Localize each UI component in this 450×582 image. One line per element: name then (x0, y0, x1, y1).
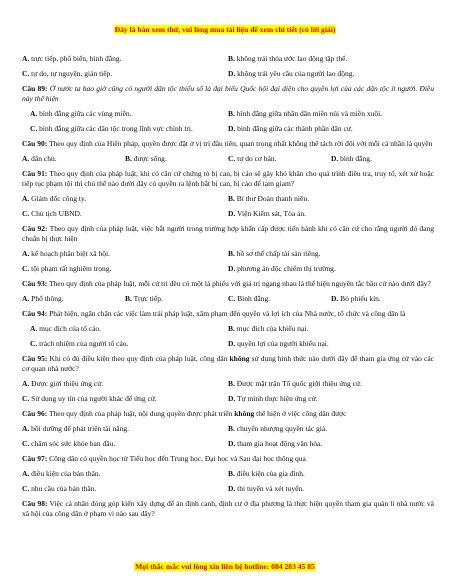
option-b: B. Trực tiếp. (125, 294, 163, 303)
preview-banner-text: Đây là bản xem thử, vui lòng mua tài liệu để xem chi tiết (có lời giải) (114, 25, 336, 34)
question-93-options (22, 294, 434, 304)
option-a: A. dân chủ. (22, 154, 57, 163)
option-d: D. bình đẳng. (331, 154, 372, 163)
question-number: Câu 93: (22, 279, 48, 288)
option-a: A. điều kiện của bản thân. (22, 469, 101, 478)
question-text: Việc cá nhân đóng góp kiến xây dựng để ản định canh, định cư ở địa phương là thực hiện quyền tham gia quản lí nhà nước và xã hội của công dân ở phạm vi nào sau đây? (22, 499, 434, 518)
option-a: A. bồi dưỡng để phát triển tài năng. (22, 424, 129, 433)
option-a: A. trực tiếp, phổ biến, bình đẳng. (22, 54, 122, 63)
question-text: Theo quy định của pháp luật, khi có căn cứ chứng tỏ bị can, bị cáo sẽ gây khó khăn cho quá trình điều tra, truy tố, xét xử hoặc tiếp tục phạm tội thì chủ thể nào dưới đây có quyền ra lệnh bắt bị can, bị cáo để tạm giam? (22, 169, 434, 188)
question-88-options (22, 54, 434, 79)
question-90 (22, 139, 434, 149)
question-text: Theo quy định của pháp luật, việc bắt người trong trường hợp khẩn cấp được tiến hành khi có căn cứ cho rằng người đó đang chuẩn bị thực hiện (22, 224, 434, 243)
option-b: B. chuyển nhượng quyền tác giả. (228, 424, 328, 433)
question-number: Câu 91: (22, 169, 48, 178)
option-c: C. Bình đẳng. (228, 294, 271, 303)
option-a: A. bình đẳng giữa các vùng miền. (30, 109, 132, 118)
option-b: B. được sống. (125, 154, 167, 163)
option-d: D. quyền lợi của người khiếu nại. (228, 339, 329, 348)
question-text: Phát hiện, ngăn chặn các việc làm trái pháp luật, xâm phạm đến quyền và lợi ích của Nhà nước, tổ chức và công dân là (49, 309, 406, 318)
option-c: C. chăm sóc sức khỏe ban đầu. (22, 439, 116, 448)
question-number: Câu 95: (22, 354, 48, 363)
question-91-options (22, 194, 434, 219)
question-91 (22, 169, 434, 189)
option-b: B. không trái thỏa ước lao động tập thể. (228, 54, 348, 63)
question-94-options (22, 324, 434, 349)
option-d: D. Tự mình thực hiện ứng cử. (228, 394, 318, 403)
question-98 (22, 499, 434, 519)
question-number: Câu 97: (22, 454, 48, 463)
option-b: B. hồ sơ thế chấp tài sản riêng. (228, 249, 321, 258)
preview-banner (0, 25, 450, 34)
option-b: B. Bí thư Đoàn thanh niên. (228, 194, 309, 203)
option-c: C. nhu cầu của bản thân. (22, 484, 97, 493)
question-95 (22, 354, 434, 374)
question-text: Công dân có quyền học từ Tiểu học đến Trung học, Đại học và Sau đại học thông qua (49, 454, 306, 463)
option-d: D. bình đẳng giữa các thành phần dân cư. (228, 124, 353, 133)
option-a: A. Được giới thiệu ứng cử. (22, 379, 104, 388)
option-c: C. trách nhiệm của người tố cáo. (30, 339, 129, 348)
question-97-options (22, 469, 434, 494)
question-text: Theo quy định của pháp luật, nội dung quyền được phát triển không thể hiện ở việc công dân được (48, 409, 347, 418)
option-c: C. Sử dụng uy tín của người khác để ứng cử. (22, 394, 157, 403)
option-b: B. Được mặt trận Tổ quốc giới thiệu ứng cử. (228, 379, 362, 388)
question-number: Câu 98: (22, 499, 48, 508)
question-text: Theo quy định của pháp luật, mỗi cử tri đều có một lá phiếu với giá trị ngang nhau là thể hiện nguyên tắc bầu cử nào dưới đây? (48, 279, 431, 288)
question-89-options (22, 109, 434, 134)
option-b: B. mục đích của khiếu nại. (228, 324, 309, 333)
question-list (22, 54, 434, 524)
option-d: D. Bỏ phiếu kín. (331, 294, 381, 303)
option-b: B. điều kiện của gia đình. (228, 469, 305, 478)
option-a: A. Phổ thông. (22, 294, 64, 303)
question-94 (22, 309, 434, 319)
option-b: B. bình đẳng giữa nhân dân miền núi và miền xuôi. (228, 109, 383, 118)
option-c: C. bình đẳng giữa các dân tộc trong lĩnh vực chính trị. (30, 124, 193, 133)
question-number: Câu 94: (22, 309, 48, 318)
option-d: D. không trái yêu cầu của người lao động. (228, 69, 355, 78)
option-d: D. Viện Kiểm sát, Tòa án. (228, 209, 307, 218)
option-a: A. Giám đốc công ty. (22, 194, 87, 203)
question-93 (22, 279, 434, 289)
question-text: Khi có đủ điều kiện theo quy định của pháp luật, công dân không sử dụng hình thức nào dưới đây để tham gia ứng cử vào các cơ quan nhà nước? (22, 354, 434, 373)
option-c: C. tội phạm rất nghiêm trọng. (22, 264, 112, 273)
question-number: Câu 90: (22, 139, 48, 148)
option-a: A. kế hoạch phân biệt xã hội. (22, 249, 110, 258)
question-number: Câu 89: (22, 84, 48, 93)
question-92-options (22, 249, 434, 274)
option-d: D. thi tuyển và xét tuyển. (228, 484, 305, 493)
hotline-banner-text: Mọi thắc mắc vui lòng xin liên hệ hotline: 084 283 45 85 (135, 562, 315, 571)
question-90-options (22, 154, 434, 164)
option-a: A. mục đích của tố cáo. (30, 324, 102, 333)
option-d: D. tham gia hoạt động văn hóa. (228, 439, 323, 448)
question-96-options (22, 424, 434, 449)
question-text: Theo quy định của Hiến pháp, quyền được đặt ở vị trí đầu tiên, quan trọng nhất không thể tách rời đối với mỗi cá nhân là quyền (48, 139, 433, 148)
hotline-banner (0, 562, 450, 571)
question-89 (22, 84, 434, 104)
question-number: Câu 92: (22, 224, 48, 233)
option-c: C. tự do cơ bản. (228, 154, 277, 163)
option-d: D. phương án độc chiếm thị trường. (228, 264, 336, 273)
question-number: Câu 96: (22, 409, 48, 418)
question-96 (22, 409, 434, 419)
option-c: C. tự do, tự nguyện, giản tiếp. (22, 69, 113, 78)
question-97 (22, 454, 434, 464)
question-95-options (22, 379, 434, 404)
question-92 (22, 224, 434, 244)
question-text: Ở nước ta bao giờ cũng có người dân tộc thiểu số là đại biểu Quốc hội đại diện cho quyền lợi của các dân tộc ít người. Điều này thể hiện (22, 84, 435, 103)
option-c: C. Chủ tịch UBND. (22, 209, 82, 218)
